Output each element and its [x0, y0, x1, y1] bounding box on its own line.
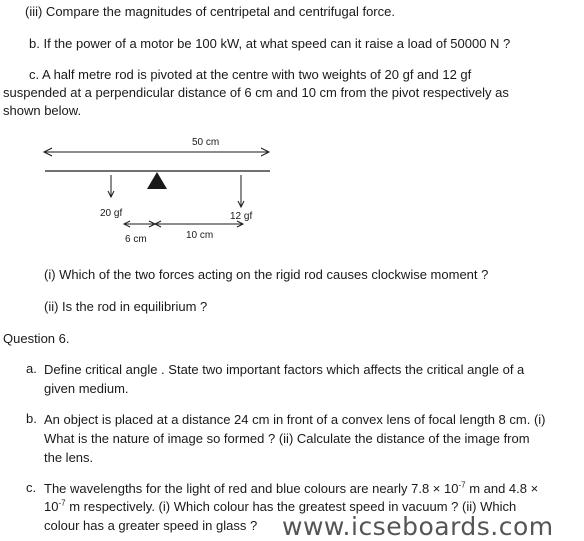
q5-part-iii: (iii) Compare the magnitudes of centripetal and centrifugal force.: [25, 4, 395, 19]
right-weight-label: 12 gf: [230, 211, 253, 222]
q6-c-line2: $10^{-7}$ m respectively. (i) Which colour has the greatest speed in vacuum ? (ii) Which: [44, 498, 517, 514]
q5-part-c-line1: c. A half metre rod is pivoted at the centre with two weights of 20 gf and 12 gf: [29, 67, 472, 82]
q5-sub-ii: (ii) Is the rod in equilibrium ?: [44, 299, 208, 314]
q6-b-line1: An object is placed at a distance 24 cm in front of a convex lens of focal length 8 cm. (i): [44, 412, 546, 427]
q6-b-line3: the lens.: [44, 450, 94, 465]
q5-part-c-line3: shown below.: [3, 103, 82, 118]
q6-heading: Question 6.: [3, 331, 70, 346]
watermark: www.icseboards.com: [282, 512, 554, 541]
lever-diagram: [0, 130, 584, 250]
q6-c-line1: The wavelengths for the light of red and blue colours are nearly $7.8 \times 10^{-7}$ m and 4.8 ×: [44, 480, 539, 496]
q6-c-label: c.: [26, 480, 37, 495]
q6-b-label: b.: [26, 411, 37, 426]
right-distance-label: 10 cm: [186, 230, 214, 241]
q6-b-line2: What is the nature of image so formed ? (ii) Calculate the distance of the image from: [44, 431, 530, 446]
left-distance-label: 6 cm: [125, 234, 147, 245]
q6-a-line2: given medium.: [44, 381, 129, 396]
q6-a-label: a.: [26, 361, 37, 376]
q5-sub-i: (i) Which of the two forces acting on the rigid rod causes clockwise moment ?: [44, 267, 489, 282]
pivot-triangle: [147, 172, 167, 189]
left-weight-label: 20 gf: [100, 208, 123, 219]
q5-part-c-line2: suspended at a perpendicular distance of 6 cm and 10 cm from the pivot respectively as: [3, 85, 509, 100]
q6-c-line3: colour has a greater speed in glass ?: [44, 518, 258, 533]
q6-a-line1: Define critical angle . State two important factors which affects the critical angle of a: [44, 362, 525, 377]
length-label: 50 cm: [192, 137, 220, 148]
q5-part-b: b. If the power of a motor be 100 kW, at what speed can it raise a load of 50000 N ?: [29, 36, 511, 51]
